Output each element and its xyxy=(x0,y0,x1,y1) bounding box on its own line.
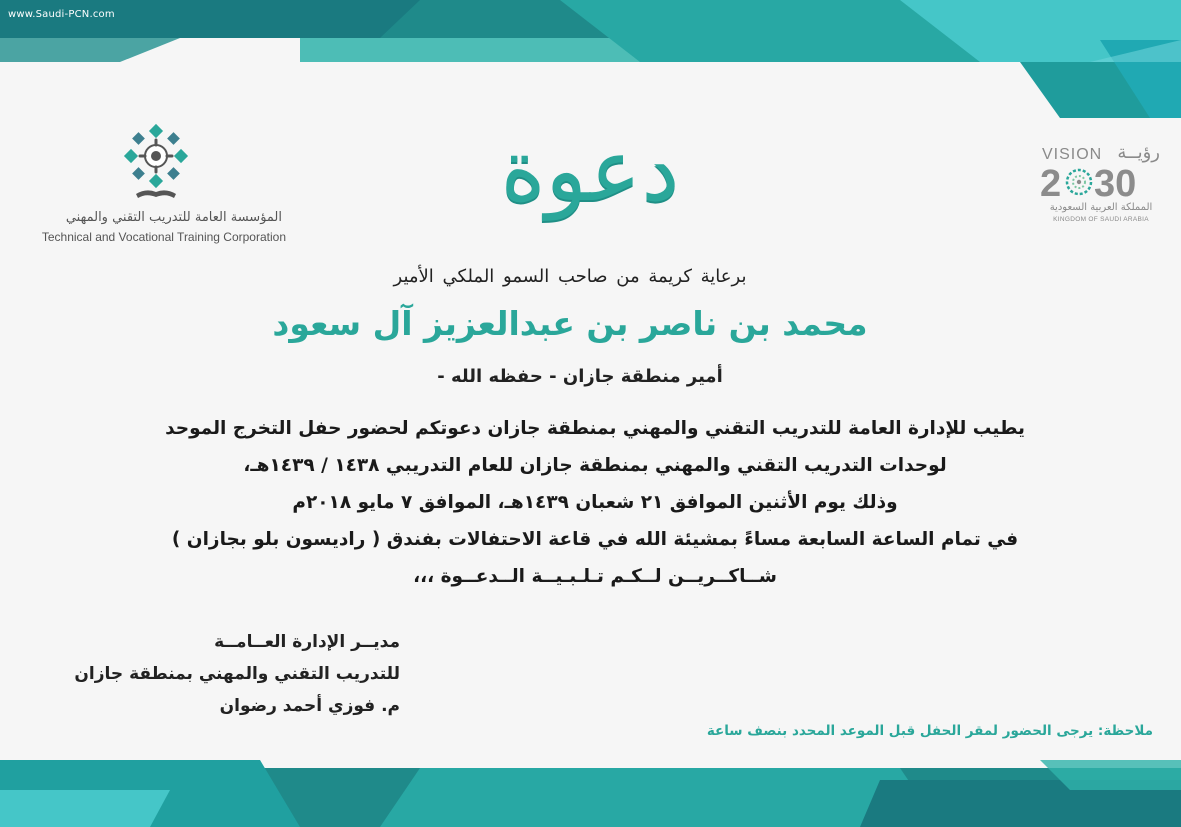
prince-title: أمير منطقة جازان - حفظه الله - xyxy=(437,366,723,387)
tvtc-emblem-icon xyxy=(121,118,191,204)
vision-2030-logo xyxy=(1030,140,1160,230)
vision-word: VISION xyxy=(1042,146,1103,163)
prince-name: محمد بن ناصر بن عبدالعزيز آل سعود xyxy=(272,304,868,343)
bottom-band-left-light xyxy=(0,790,170,827)
tvtc-name-ar: المؤسسة العامة للتدريب التقني والمهني xyxy=(65,210,282,225)
vision-arabic: رؤيــة xyxy=(1117,142,1160,163)
body-line-2: لوحدات التدريب التقني والمهني بمنطقة جازان للعام التدريبي ١٤٣٨ / ١٤٣٩هـ، xyxy=(243,455,947,476)
vision-sub-en: KINGDOM OF SAUDI ARABIA xyxy=(1053,216,1149,223)
vision-year-2: 2 xyxy=(1040,163,1062,202)
tvtc-name-en: Technical and Vocational Training Corporation xyxy=(41,230,286,244)
vision-sub-ar: المملكة العربية السعودية xyxy=(1049,202,1153,213)
attendance-note: ملاحظة: يرجى الحضور لمقر الحفل قبل الموعد المحدد بنصف ساعة xyxy=(706,723,1153,739)
body-line-5: شــاكــريــن لــكـم تـلـبـيــة الــدعــوة ،،، xyxy=(413,566,777,587)
headline-invitation: دعوة xyxy=(500,121,680,221)
invitation-body xyxy=(90,410,1100,595)
vision-emblem xyxy=(1067,170,1091,194)
signature-title-1: مديــر الإدارة العــامــة xyxy=(214,632,400,652)
body-line-3: وذلك يوم الأثنين الموافق ٢١ شعبان ١٤٣٩هـ، الموافق ٧ مايو ٢٠١٨م xyxy=(292,492,898,513)
vision-year-30: 30 xyxy=(1094,163,1137,202)
signature-block xyxy=(60,626,400,722)
body-line-1: يطيب للإدارة العامة للتدريب التقني والمهني بمنطقة جازان دعوتكم لحضور حفل التخرج الموحد xyxy=(165,418,1025,439)
signature-name: م. فوزي أحمد رضوان xyxy=(219,696,400,716)
body-line-4: في تمام الساعة السابعة مساءً بمشيئة الله في قاعة الاحتفالات بفندق ( راديسون بلو بجازان ) xyxy=(171,529,1019,550)
signature-title-2: للتدريب التقني والمهني بمنطقة جازان xyxy=(74,664,400,684)
watermark: www.Saudi-PCN.com xyxy=(8,9,115,20)
patron-line: برعاية كريمة من صاحب السمو الملكي الأمير xyxy=(393,266,747,287)
top-left-lower xyxy=(0,38,180,62)
bottom-band-mid xyxy=(380,768,940,827)
tvtc-logo xyxy=(26,118,291,248)
vision-2030-logo-icon xyxy=(1040,162,1160,202)
